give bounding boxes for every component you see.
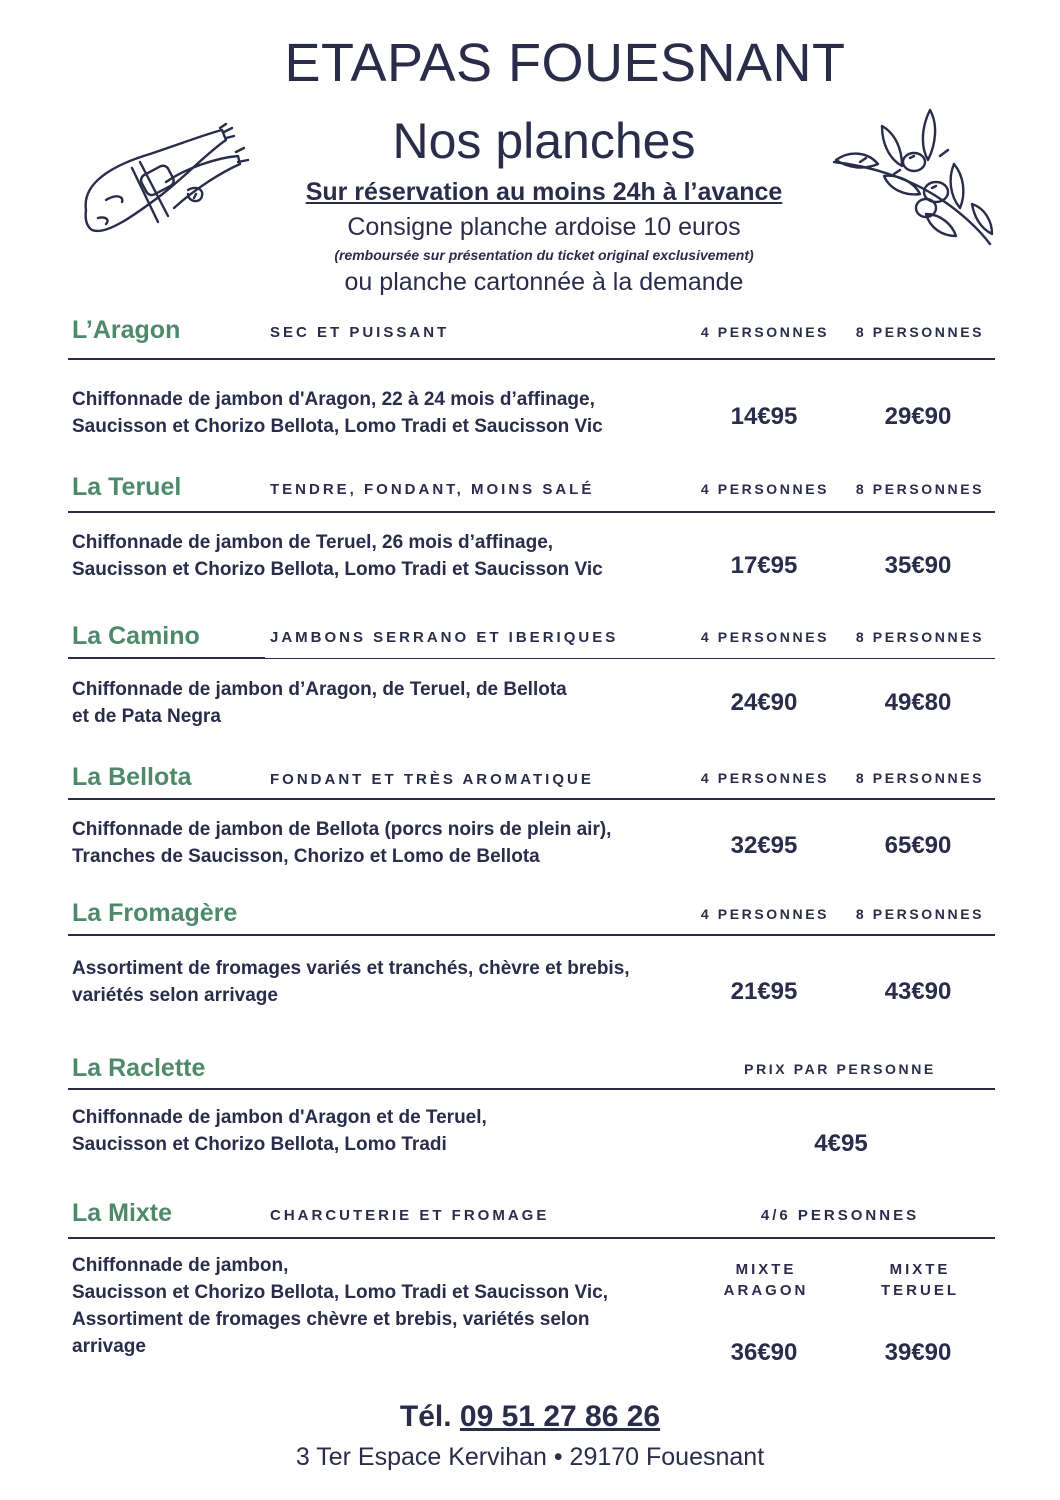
divider [68,798,995,800]
planche-fromagere-price-8: 43€90 [884,978,952,1005]
planche-raclette-price: 4€95 [814,1130,868,1157]
desc-line: Chiffonnade de jambon d'Aragon, 22 à 24 mois d’affinage, [72,389,595,410]
desc-line: Assortiment de fromages chèvre et brebis, variétés selon [72,1309,590,1330]
planche-fromagere-col-8: 8 PERSONNES [855,906,985,922]
planche-aragon-name: L’Aragon [72,316,181,344]
planche-camino-name: La Camino [72,622,200,650]
desc-line: et de Pata Negra [72,706,221,727]
divider [68,511,995,513]
olive-branch-illustration [830,104,996,254]
desc-line: Chiffonnade de jambon, [72,1255,289,1276]
planche-bellota-col-8: 8 PERSONNES [855,770,985,786]
planche-aragon-price-8: 29€90 [884,403,952,430]
planche-raclette-desc [72,1104,692,1158]
deposit-notice: Consigne planche ardoise 10 euros [347,213,741,241]
phone-number[interactable]: 09 51 27 86 26 [459,1400,661,1433]
planche-teruel-desc [72,529,692,583]
planche-bellota-price-4: 32€95 [730,832,798,859]
planche-teruel-price-4: 17€95 [730,552,798,579]
divider [68,358,995,360]
desc-line: Tranches de Saucisson, Chorizo et Lomo de Bellota [72,846,540,867]
mixte-label-line: TERUEL [881,1282,959,1299]
planche-camino-price-4: 24€90 [730,689,798,716]
divider [68,657,265,659]
planche-fromagere-price-4: 21€95 [730,978,798,1005]
address: 3 Ter Espace Kervihan • 29170 Fouesnant [295,1443,765,1471]
desc-line: Chiffonnade de jambon de Bellota (porcs noirs de plein air), [72,819,612,840]
planche-mixte-desc [72,1252,692,1360]
page-subtitle: Nos planches [392,113,696,169]
divider [68,1237,995,1239]
divider [68,934,995,936]
mixte-label-line: MIXTE [889,1261,951,1278]
planche-raclette-name: La Raclette [72,1054,206,1082]
planche-bellota-tag: FONDANT ET TRÈS AROMATIQUE [270,771,594,788]
desc-line: Chiffonnade de jambon de Teruel, 26 mois d’affinage, [72,532,554,553]
mixte-aragon-label [686,1259,846,1301]
desc-line: Chiffonnade de jambon d'Aragon et de Teruel, [72,1107,487,1128]
planche-teruel-name: La Teruel [72,473,182,501]
planche-aragon-price-4: 14€95 [730,403,798,430]
planche-bellota-desc [72,816,692,870]
planche-bellota-col-4: 4 PERSONNES [700,770,830,786]
planche-fromagere-col-4: 4 PERSONNES [700,906,830,922]
planche-mixte-tag: CHARCUTERIE ET FROMAGE [270,1207,550,1224]
planche-camino-desc [72,676,692,730]
planche-fromagere-name: La Fromagère [72,899,238,927]
desc-line: Saucisson et Chorizo Bellota, Lomo Tradi et Saucisson Vic, [72,1282,608,1303]
desc-line: Saucisson et Chorizo Bellota, Lomo Tradi et Saucisson Vic [72,559,603,580]
planche-camino-col-8: 8 PERSONNES [855,629,985,645]
planche-teruel-price-8: 35€90 [884,552,952,579]
planche-camino-price-8: 49€80 [884,689,952,716]
mixte-teruel-label [840,1259,1000,1301]
planche-mixte-col: 4/6 PERSONNES [760,1207,920,1224]
page-title: ETAPAS FOUESNANT [284,33,846,93]
planche-teruel-col-8: 8 PERSONNES [855,481,985,497]
planche-camino-col-4: 4 PERSONNES [700,629,830,645]
desc-line: variétés selon arrivage [72,985,278,1006]
planche-bellota-name: La Bellota [72,763,192,791]
desc-line: Assortiment de fromages variés et tranchés, chèvre et brebis, [72,958,630,979]
ham-sausage-illustration [76,122,252,246]
cardboard-note: ou planche cartonnée à la demande [344,268,744,296]
phone-line [0,1400,1060,1434]
planche-bellota-price-8: 65€90 [884,832,952,859]
planche-raclette-col: PRIX PAR PERSONNE [744,1061,936,1077]
mixte-aragon-price: 36€90 [730,1339,798,1366]
planche-aragon-col-8: 8 PERSONNES [855,324,985,340]
planche-aragon-col-4: 4 PERSONNES [700,324,830,340]
planche-aragon-desc [72,386,692,440]
mixte-label-line: MIXTE [735,1261,797,1278]
refund-note: (remboursée sur présentation du ticket original exclusivement) [334,247,754,263]
phone-label: Tél. [399,1400,452,1433]
planche-fromagere-desc [72,955,692,1009]
reservation-notice: Sur réservation au moins 24h à l’avance [305,178,783,206]
planche-camino-tag: JAMBONS SERRANO ET IBERIQUES [270,629,619,646]
planche-mixte-name: La Mixte [72,1199,173,1227]
desc-line: arrivage [72,1336,146,1357]
desc-line: Chiffonnade de jambon d’Aragon, de Teruel, de Bellota [72,679,567,700]
desc-line: Saucisson et Chorizo Bellota, Lomo Tradi et Saucisson Vic [72,416,603,437]
planche-aragon-tag: SEC ET PUISSANT [270,324,450,341]
mixte-label-line: ARAGON [723,1282,809,1299]
desc-line: Saucisson et Chorizo Bellota, Lomo Tradi [72,1134,447,1155]
divider [68,1088,995,1090]
planche-teruel-col-4: 4 PERSONNES [700,481,830,497]
planche-teruel-tag: TENDRE, FONDANT, MOINS SALÉ [270,481,595,498]
mixte-teruel-price: 39€90 [884,1339,952,1366]
divider-thin [265,658,995,659]
